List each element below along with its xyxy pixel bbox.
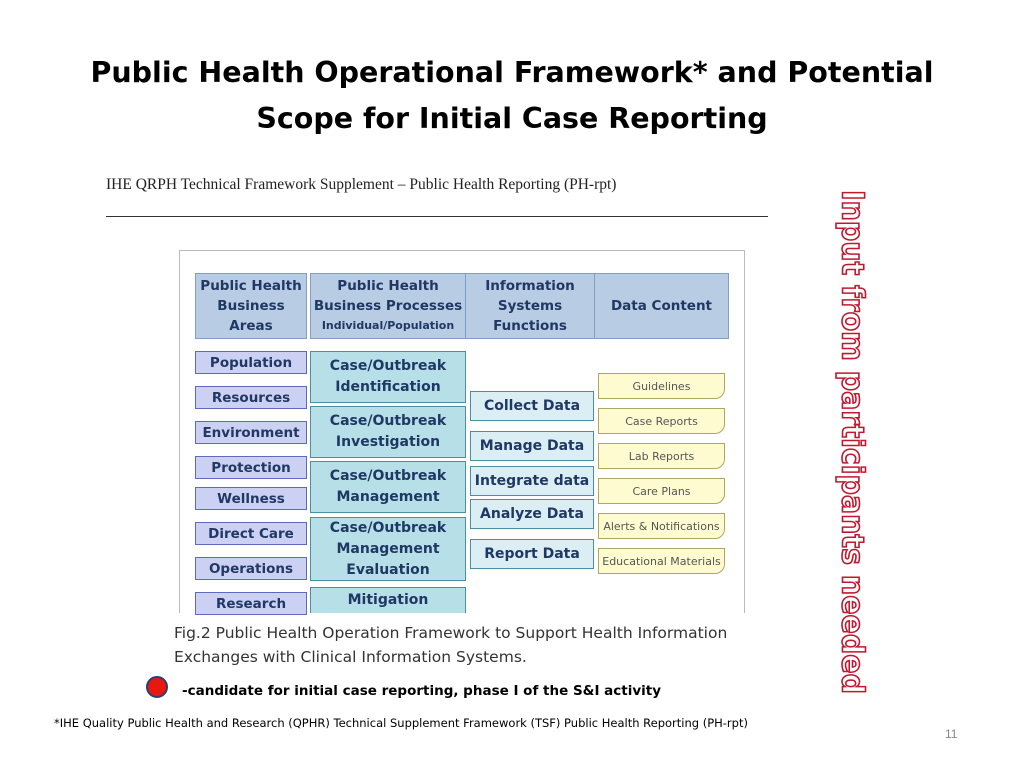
document-header-rule xyxy=(106,216,768,217)
participant-input-note-graphic xyxy=(810,184,900,700)
content-guidelines: Guidelines xyxy=(598,373,725,399)
footnote: *IHE Quality Public Health and Research (QPHR) Technical Supplement Framework (TSF) Public Health Reporting (PH-rpt) xyxy=(54,716,748,730)
content-educational-materials: Educational Materials xyxy=(598,548,725,574)
area-protection: Protection xyxy=(195,456,307,479)
figure-caption xyxy=(174,621,727,669)
header-business-areas: Public Health Business Areas xyxy=(195,273,307,339)
function-manage-data: Manage Data xyxy=(470,431,594,461)
area-wellness: Wellness xyxy=(195,487,307,510)
participant-input-note-text: Input from participants needed xyxy=(834,190,870,700)
area-direct-care: Direct Care xyxy=(195,522,307,545)
area-resources: Resources xyxy=(195,386,307,409)
header-system-functions: Information Systems Functions xyxy=(465,273,595,339)
header-business-processes-label: Public Health Business Processes xyxy=(313,278,463,314)
slide-title xyxy=(40,50,984,142)
function-report-data: Report Data xyxy=(470,539,594,569)
content-case-reports: Case Reports xyxy=(598,408,725,434)
process-identification: Case/Outbreak Identification xyxy=(310,351,466,403)
header-business-processes-sub: Individual/Population xyxy=(321,319,455,332)
figure-caption-line-1: Fig.2 Public Health Operation Framework to Support Health Information xyxy=(174,624,728,642)
area-population: Population xyxy=(195,351,307,374)
process-mitigation: Mitigation xyxy=(310,587,466,613)
title-line-2: Scope for Initial Case Reporting xyxy=(256,102,768,135)
function-integrate-data: Integrate data xyxy=(470,466,594,496)
function-collect-data: Collect Data xyxy=(470,391,594,421)
area-operations: Operations xyxy=(195,557,307,580)
area-research: Research xyxy=(195,592,307,615)
content-lab-reports: Lab Reports xyxy=(598,443,725,469)
page-number: 11 xyxy=(945,727,958,741)
header-business-processes xyxy=(310,273,466,339)
document-header: IHE QRPH Technical Framework Supplement – Public Health Reporting (PH-rpt) xyxy=(106,176,617,193)
header-data-content: Data Content xyxy=(594,273,729,339)
legend-text: -candidate for initial case reporting, phase I of the S&I activity xyxy=(182,683,662,699)
content-alerts-notifications: Alerts & Notifications xyxy=(598,513,725,539)
participant-input-note xyxy=(810,184,900,700)
title-line-1: Public Health Operational Framework* and Potential xyxy=(90,56,934,89)
function-analyze-data: Analyze Data xyxy=(470,499,594,529)
framework-figure xyxy=(179,250,745,613)
candidate-marker-icon xyxy=(146,676,168,698)
figure-caption-line-2: Exchanges with Clinical Information Systems. xyxy=(174,648,527,666)
content-care-plans: Care Plans xyxy=(598,478,725,504)
process-management-evaluation: Case/Outbreak Management Evaluation xyxy=(310,517,466,581)
area-environment: Environment xyxy=(195,421,307,444)
process-management: Case/Outbreak Management xyxy=(310,461,466,513)
process-investigation: Case/Outbreak Investigation xyxy=(310,406,466,458)
